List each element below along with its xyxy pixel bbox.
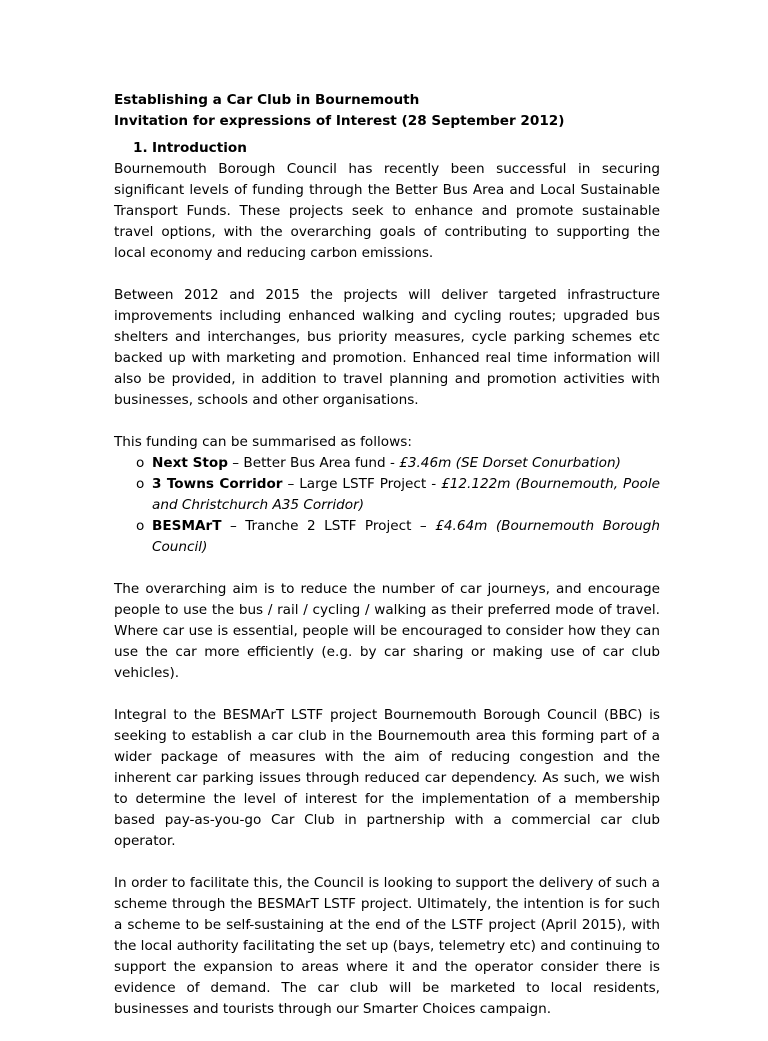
fund-description: – Large LSTF Project - <box>282 476 442 492</box>
bullet-icon: o <box>136 476 145 492</box>
paragraph-funding-summary: This funding can be summarised as follows: <box>114 434 412 450</box>
section-heading-text: Introduction <box>152 140 247 156</box>
paragraph-car-club-integral: Integral to the BESMArT LSTF project Bournemouth Borough Council (BBC) is seeking to establish a car club in the Bournemouth area this forming part of a wider package of measures with the aim of reducing congestion and the inherent car parking issues through reduced car dependency. As such, we wish to determine the level of interest for the implementation of a membership based pay-as-you-go Car Club in partnership with a commercial car club operator. <box>114 707 660 849</box>
fund-name: Next Stop <box>152 455 228 471</box>
paragraph-intro: Bournemouth Borough Council has recently been successful in securing significant levels of funding through the Better Bus Area and Local Sustainable Transport Funds. These projects seek to enhance and promote sustainable travel options, with the overarching goals of contributing to supporting the local economy and reducing carbon emissions. <box>114 161 660 261</box>
fund-description: – Better Bus Area fund - <box>227 455 400 471</box>
title-line: Establishing a Car Club in Bournemouth <box>114 92 420 108</box>
fund-detail: £3.46m (SE Dorset Conurbation) <box>399 455 621 471</box>
section-heading <box>133 138 660 159</box>
section-heading-block <box>114 138 660 159</box>
paragraph-self-sustaining: In order to facilitate this, the Council is looking to support the delivery of such a scheme through the BESMArT LSTF project. Ultimately, the intention is for such a scheme to be self-sustaining at the end of the LSTF project (April 2015), with the local authority facilitating the set up (bays, telemetry etc) and continuing to support the expansion to areas where it and the operator consider there is evidence of demand. The car club will be marketed to local residents, businesses and tourists through our Smarter Choices campaign. <box>114 875 660 1017</box>
bullet-icon: o <box>136 455 145 471</box>
list-item <box>114 516 660 558</box>
paragraph-infrastructure: Between 2012 and 2015 the projects will deliver targeted infrastructure improvements including enhanced walking and cycling routes; upgraded bus shelters and interchanges, bus priority measures, cycle parking schemes etc backed up with marketing and promotion. Enhanced real time information will also be provided, in addition to travel planning and promotion activities with businesses, schools and other organisations. <box>114 287 660 408</box>
list-item <box>114 453 660 474</box>
list-item <box>114 474 660 516</box>
fund-detail: £4.64m (Bournemouth Borough Council) <box>152 518 660 555</box>
bullet-icon: o <box>136 518 145 534</box>
document-page <box>114 90 660 1041</box>
subtitle-line: Invitation for expressions of Interest (28 September 2012) <box>114 113 565 129</box>
fund-name: BESMArT <box>152 518 222 534</box>
fund-detail: £12.122m (Bournemouth, Poole and Christchurch A35 Corridor) <box>152 476 660 513</box>
paragraph-overarching-aim: The overarching aim is to reduce the number of car journeys, and encourage people to use the bus / rail / cycling / walking as their preferred mode of travel. Where car use is essential, people will be encouraged to consider how they can use the car more efficiently (e.g. by car sharing or making use of car club vehicles). <box>114 581 660 681</box>
section-number: 1. <box>133 140 148 156</box>
funding-list <box>114 453 660 558</box>
fund-name: 3 Towns Corridor <box>152 476 283 492</box>
fund-description: – Tranche 2 LSTF Project – <box>221 518 436 534</box>
document-title <box>114 90 660 132</box>
